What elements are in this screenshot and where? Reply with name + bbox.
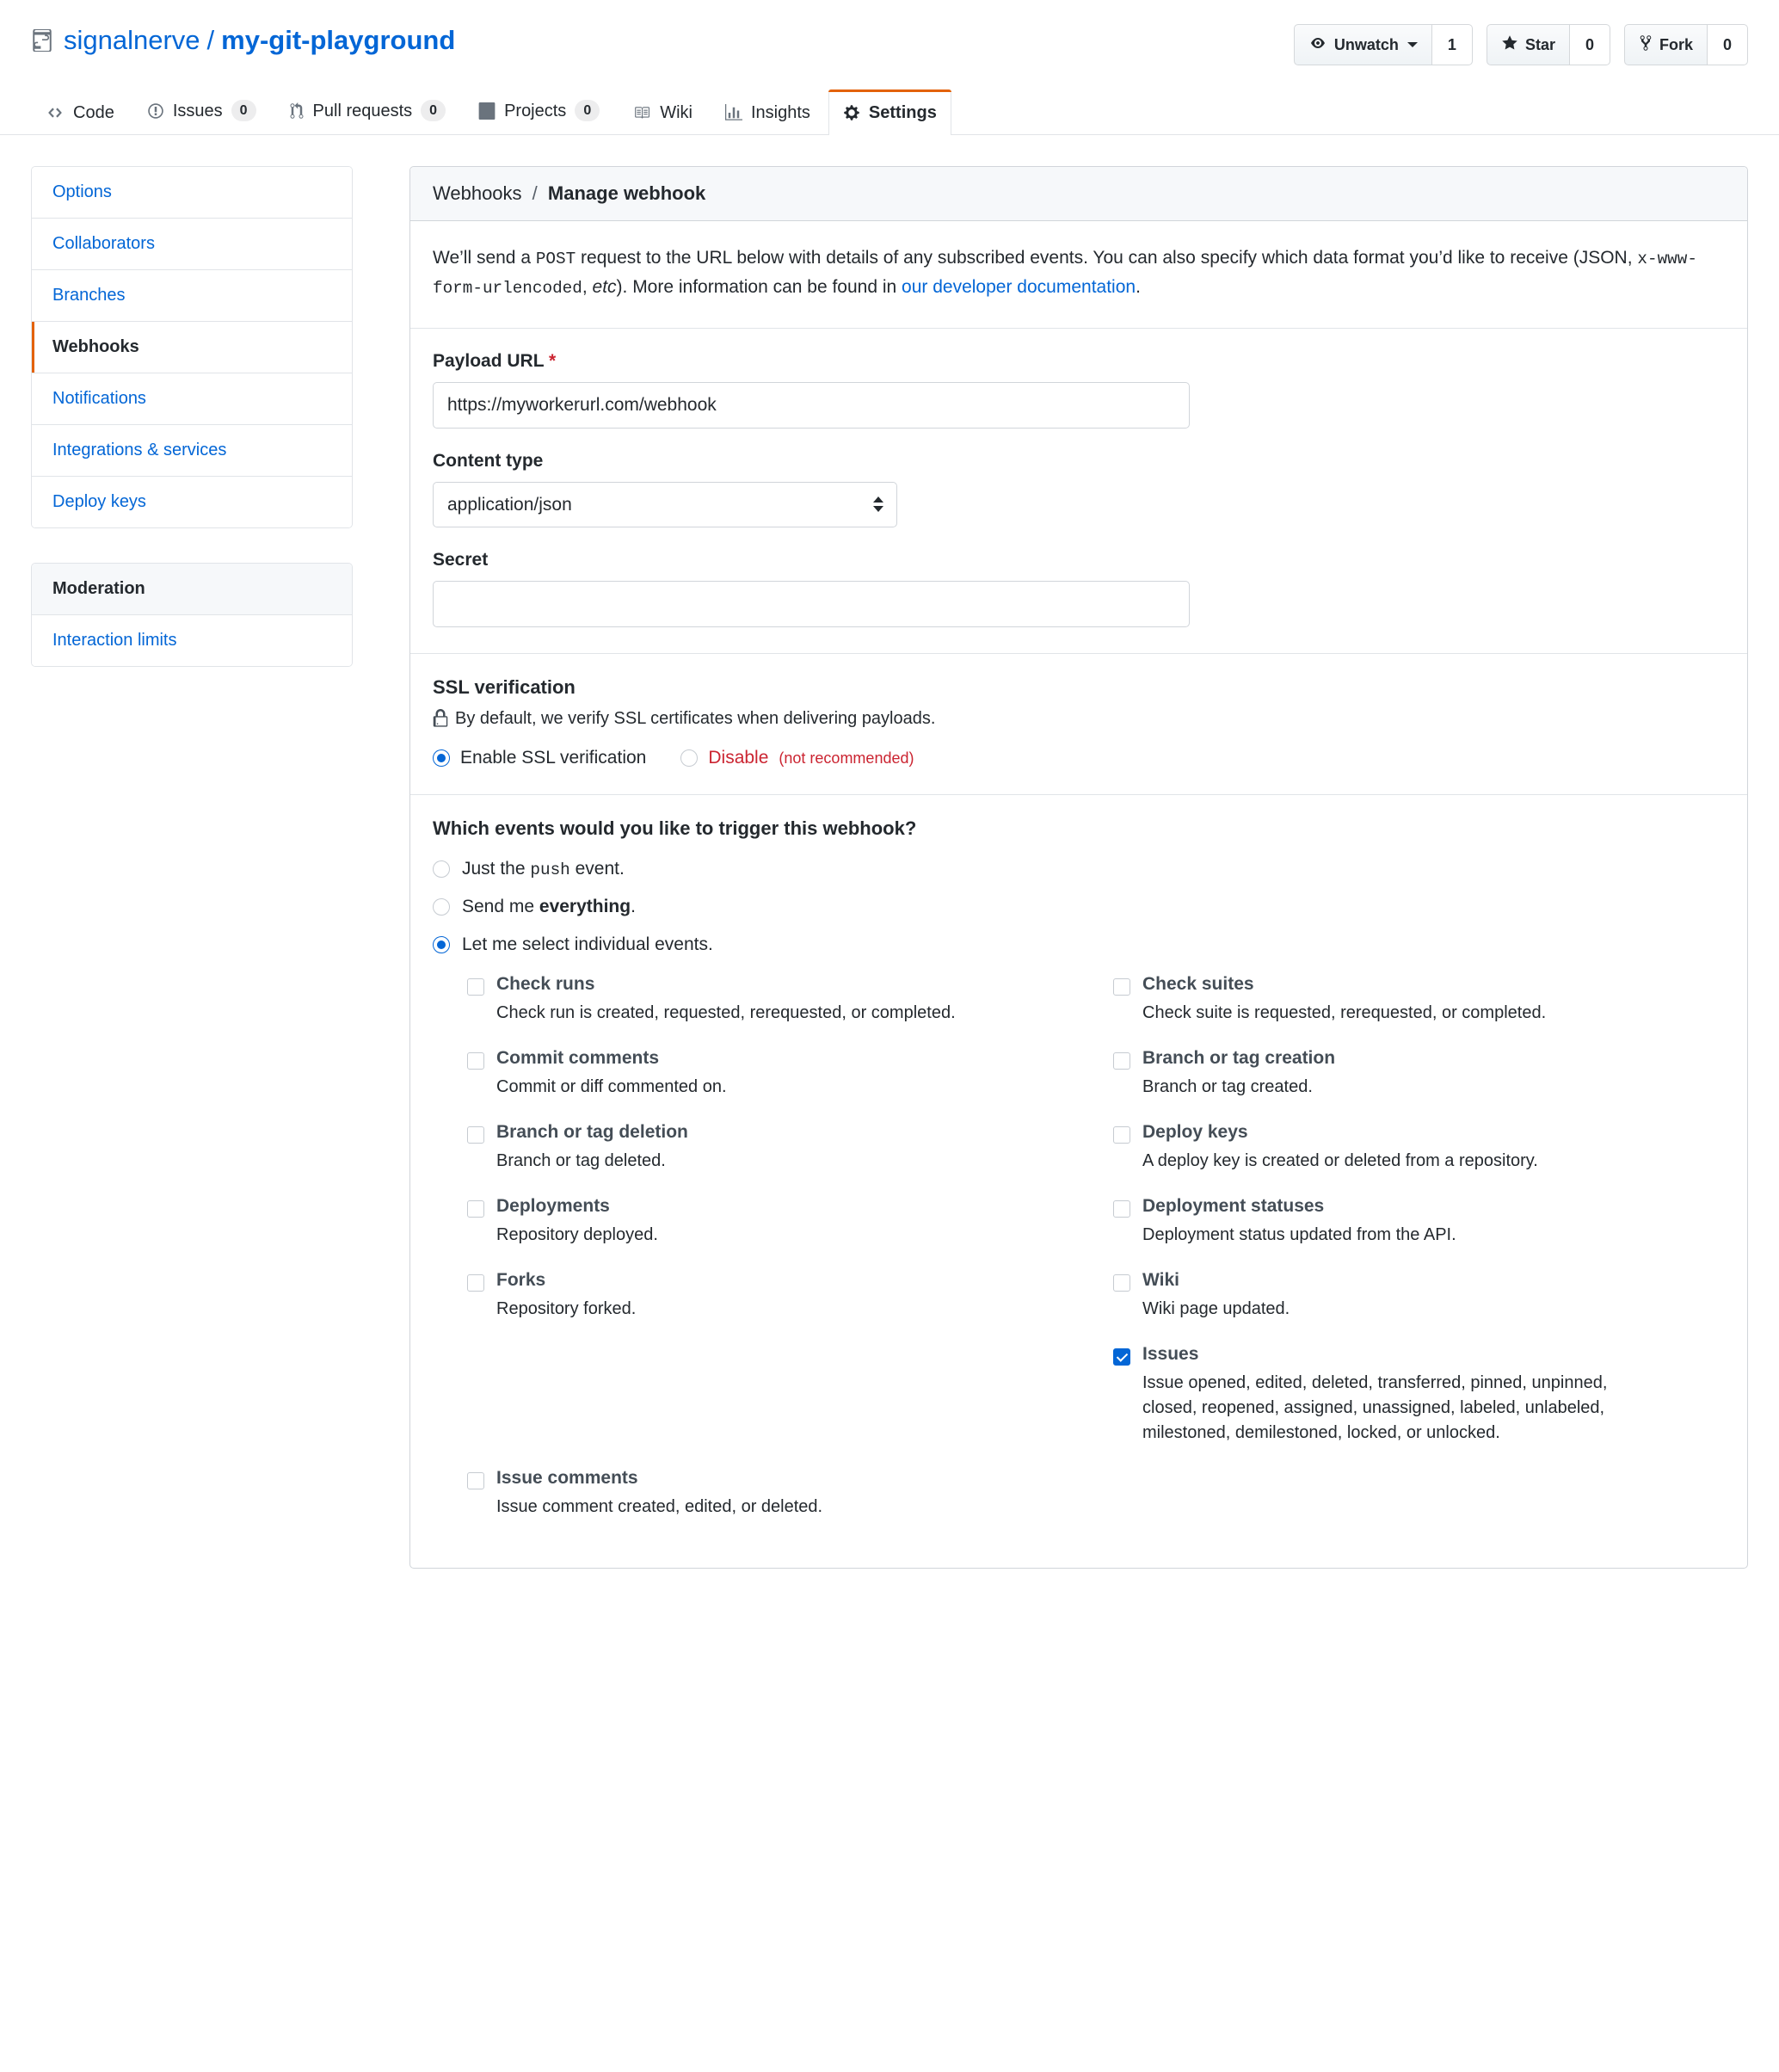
- tab-wiki[interactable]: [618, 89, 707, 135]
- event-issue-comments: [467, 1468, 1079, 1520]
- event-wiki-checkbox[interactable]: [1113, 1274, 1130, 1292]
- star-button[interactable]: [1487, 24, 1570, 65]
- ssl-verification-note-text: By default, we verify SSL certificates when delivering payloads.: [455, 708, 936, 728]
- event-choice-push-radio[interactable]: [433, 860, 450, 878]
- event-forks-head[interactable]: [467, 1270, 1079, 1292]
- issue-opened-icon: [147, 102, 164, 120]
- tab-projects-label: Projects: [504, 101, 567, 120]
- event-forks: [467, 1270, 1079, 1322]
- tab-insights-label: Insights: [750, 103, 810, 123]
- graph-icon: [725, 104, 742, 121]
- event-branch-or-tag-creation-checkbox[interactable]: [1113, 1052, 1130, 1070]
- payload-url-required-mark: *: [549, 350, 557, 371]
- event-wiki-name: Wiki: [1142, 1269, 1179, 1290]
- repo-nav-tabs: [0, 84, 1779, 135]
- event-branch-or-tag-deletion-checkbox[interactable]: [467, 1126, 484, 1144]
- sidebar-item-deploy-keys[interactable]: Deploy keys: [32, 477, 352, 527]
- tab-wiki-label: Wiki: [660, 103, 693, 123]
- star-button-group[interactable]: [1487, 24, 1610, 65]
- intro-part2: request to the URL below with details of any subscribed events. You can also specify which data format you’d like to receive (JSON,: [576, 248, 1638, 268]
- eye-icon: [1308, 36, 1327, 54]
- event-branch-or-tag-creation-name: Branch or tag creation: [1142, 1047, 1336, 1068]
- intro-part5: .: [1136, 277, 1141, 298]
- star-count: 0: [1570, 24, 1610, 65]
- intro-part3: ,: [582, 277, 593, 298]
- event-issues-desc: Issue opened, edited, deleted, transferred, pinned, unpinned, closed, reopened, assigned, unassigned, labeled, unlabeled, milestoned, demilestoned, locked, or unlocked.: [1142, 1372, 1608, 1442]
- repo-name-link[interactable]: my-git-playground: [221, 25, 456, 55]
- repo-icon: [31, 29, 53, 52]
- event-forks-name: Forks: [496, 1269, 546, 1290]
- event-check-runs-name: Check runs: [496, 973, 595, 994]
- watch-button-group[interactable]: [1294, 24, 1473, 65]
- ssl-verification-section: [410, 654, 1747, 795]
- repo-title: [31, 24, 455, 56]
- repo-header: [0, 0, 1779, 65]
- sidebar-item-integrations-services[interactable]: Integrations & services: [32, 425, 352, 477]
- star-icon: [1501, 34, 1518, 56]
- event-commit-comments-desc: Commit or diff commented on.: [496, 1076, 727, 1096]
- tab-code[interactable]: [31, 89, 129, 135]
- sidebar-item-branches[interactable]: Branches: [32, 270, 352, 322]
- event-choice-individual[interactable]: [433, 934, 1725, 955]
- tab-pull-requests[interactable]: [274, 85, 461, 135]
- event-branch-or-tag-creation-head[interactable]: [1113, 1048, 1725, 1070]
- intro-em-etc: etc: [592, 277, 617, 298]
- event-deployments-name: Deployments: [496, 1195, 610, 1216]
- breadcrumb-webhooks[interactable]: Webhooks: [433, 182, 522, 205]
- lock-icon: [433, 709, 448, 728]
- event-choice-individual-label: Let me select individual events.: [462, 934, 713, 954]
- event-deployment-statuses-head[interactable]: [1113, 1196, 1725, 1218]
- secret-label: Secret: [433, 549, 489, 570]
- secret-field: [433, 550, 1725, 627]
- event-forks-checkbox[interactable]: [467, 1274, 484, 1292]
- event-wiki-desc: Wiki page updated.: [1142, 1298, 1290, 1318]
- fork-label: Fork: [1659, 35, 1693, 53]
- event-deploy-keys-checkbox[interactable]: [1113, 1126, 1130, 1144]
- event-deployment-statuses-name: Deployment statuses: [1142, 1195, 1325, 1216]
- event-choice-individual-radio[interactable]: [433, 936, 450, 953]
- event-commit-comments-checkbox[interactable]: [467, 1052, 484, 1070]
- book-icon: [632, 105, 651, 120]
- event-deployment-statuses-checkbox[interactable]: [1113, 1200, 1130, 1218]
- event-commit-comments-head[interactable]: [467, 1048, 1079, 1070]
- event-check-suites-checkbox[interactable]: [1113, 978, 1130, 996]
- webhook-intro-section: [410, 221, 1747, 329]
- tab-projects-count: 0: [575, 100, 600, 121]
- event-issues-head[interactable]: [1113, 1344, 1725, 1366]
- tab-insights[interactable]: [711, 89, 825, 135]
- chevron-down-icon: [1407, 42, 1418, 47]
- event-deployments-desc: Repository deployed.: [496, 1224, 658, 1244]
- event-commit-comments-name: Commit comments: [496, 1047, 660, 1068]
- fork-button[interactable]: [1624, 24, 1708, 65]
- main-content: [409, 166, 1748, 1569]
- payload-url-field: [433, 351, 1725, 429]
- repo-title-separator: /: [206, 25, 215, 55]
- ssl-disable-radio[interactable]: [680, 749, 698, 767]
- event-issues-checkbox[interactable]: [1113, 1348, 1130, 1366]
- unwatch-button[interactable]: [1294, 24, 1432, 65]
- event-check-suites-name: Check suites: [1142, 973, 1254, 994]
- repo-forked-icon: [1639, 34, 1653, 56]
- repo-title-row: [31, 24, 1748, 65]
- project-icon: [478, 102, 496, 120]
- repo-actions: [1294, 24, 1748, 65]
- sidebar-item-webhooks[interactable]: Webhooks: [32, 322, 352, 373]
- event-deploy-keys: [1113, 1122, 1725, 1174]
- ssl-verification-note: [433, 709, 1725, 729]
- event-issues-name: Issues: [1142, 1343, 1199, 1364]
- event-deploy-keys-desc: A deploy key is created or deleted from a repository.: [1142, 1150, 1538, 1170]
- star-label: Star: [1524, 35, 1555, 53]
- event-forks-desc: Repository forked.: [496, 1298, 637, 1318]
- ssl-verification-title: SSL verification: [433, 675, 576, 698]
- payload-url-label-text: Payload URL: [433, 350, 545, 371]
- repo-owner-link[interactable]: signalnerve: [64, 25, 200, 55]
- event-check-runs-desc: Check run is created, requested, rerequested, or completed.: [496, 1002, 956, 1022]
- webhook-fields-section: [410, 329, 1747, 654]
- secret-input[interactable]: [433, 581, 1190, 627]
- events-question: Which events would you like to trigger this webhook?: [433, 817, 917, 839]
- ssl-enable-label: Enable SSL verification: [460, 747, 647, 768]
- event-deploy-keys-name: Deploy keys: [1142, 1121, 1248, 1142]
- git-pull-request-icon: [289, 102, 305, 120]
- gear-icon: [843, 104, 860, 121]
- event-branch-or-tag-deletion-head[interactable]: [467, 1122, 1079, 1144]
- unwatch-label: Unwatch: [1333, 35, 1399, 53]
- event-deploy-keys-head[interactable]: [1113, 1122, 1725, 1144]
- ssl-disable-note: (not recommended): [779, 749, 914, 767]
- ssl-disable-label: Disable: [708, 747, 769, 768]
- event-check-suites: [1113, 974, 1725, 1026]
- event-choice-everything[interactable]: [433, 897, 1725, 917]
- event-branch-or-tag-deletion: [467, 1122, 1079, 1174]
- code-icon: [46, 105, 65, 120]
- content-type-select[interactable]: [433, 482, 897, 527]
- ssl-radio-row: [433, 748, 1725, 768]
- tab-issues-label: Issues: [172, 101, 223, 120]
- tab-code-label: Code: [73, 103, 114, 123]
- intro-part4: ). More information can be found in: [616, 277, 902, 298]
- sidebar-item-collaborators[interactable]: Collaborators: [32, 219, 352, 270]
- event-issue-comments-checkbox[interactable]: [467, 1472, 484, 1489]
- tab-pull-requests-count: 0: [421, 100, 446, 121]
- individual-events-grid: [433, 974, 1725, 1542]
- tab-pull-requests-label: Pull requests: [312, 101, 413, 120]
- event-choice-everything-radio[interactable]: [433, 898, 450, 916]
- event-check-runs: [467, 974, 1079, 1026]
- content-type-select-wrap[interactable]: [433, 482, 897, 527]
- fork-button-group[interactable]: [1624, 24, 1748, 65]
- settings-menu: [31, 166, 353, 528]
- event-wiki-head[interactable]: [1113, 1270, 1725, 1292]
- content-type-label: Content type: [433, 450, 544, 471]
- event-deployment-statuses-desc: Deployment status updated from the API.: [1142, 1224, 1456, 1244]
- watch-count: 1: [1432, 24, 1473, 65]
- breadcrumb: [410, 167, 1747, 221]
- content-type-field: [433, 451, 1725, 527]
- event-branch-or-tag-deletion-name: Branch or tag deletion: [496, 1121, 688, 1142]
- ssl-enable-radio[interactable]: [433, 749, 450, 767]
- event-check-runs-head[interactable]: [467, 974, 1079, 996]
- event-check-suites-desc: Check suite is requested, rerequested, or completed.: [1142, 1002, 1547, 1022]
- sidebar-item-interaction-limits[interactable]: Interaction limits: [32, 615, 352, 666]
- webhook-intro-text: [433, 244, 1725, 302]
- sidebar-item-notifications[interactable]: Notifications: [32, 373, 352, 425]
- settings-sidebar: [31, 166, 409, 667]
- breadcrumb-current: Manage webhook: [547, 182, 706, 205]
- events-section: [410, 795, 1747, 1568]
- intro-part1: We’ll send a: [433, 248, 536, 268]
- moderation-menu: [31, 563, 353, 667]
- payload-url-input[interactable]: [433, 382, 1190, 429]
- event-branch-or-tag-creation-desc: Branch or tag created.: [1142, 1076, 1313, 1096]
- breadcrumb-separator: /: [532, 182, 538, 205]
- event-commit-comments: [467, 1048, 1079, 1100]
- manage-webhook-box: [409, 166, 1748, 1569]
- intro-code-post: POST: [535, 250, 576, 269]
- event-issue-comments-head[interactable]: [467, 1468, 1079, 1489]
- moderation-heading: Moderation: [32, 564, 352, 615]
- event-deployments-head[interactable]: [467, 1196, 1079, 1218]
- event-check-runs-checkbox[interactable]: [467, 978, 484, 996]
- intro-code-urlencoded: x-www-form-urlencoded: [433, 250, 1697, 299]
- page-body: [0, 135, 1779, 1569]
- tab-settings[interactable]: [828, 89, 951, 135]
- event-check-suites-head[interactable]: [1113, 974, 1725, 996]
- tab-projects[interactable]: [464, 85, 614, 135]
- tab-settings-label: Settings: [868, 103, 937, 123]
- event-choice-everything-label: Send me everything.: [462, 896, 636, 916]
- event-deployment-statuses: [1113, 1196, 1725, 1248]
- event-choice-push[interactable]: [433, 859, 1725, 879]
- event-issue-comments-desc: Issue comment created, edited, or deleted.: [496, 1496, 823, 1516]
- sidebar-item-options[interactable]: Options: [32, 167, 352, 219]
- event-issue-comments-name: Issue comments: [496, 1467, 638, 1488]
- fork-count: 0: [1708, 24, 1748, 65]
- payload-url-label: [433, 351, 1725, 372]
- tab-issues[interactable]: [132, 85, 271, 135]
- event-wiki: [1113, 1270, 1725, 1322]
- tab-issues-count: 0: [231, 100, 256, 121]
- ssl-enable-option[interactable]: [433, 748, 646, 768]
- event-branch-or-tag-deletion-desc: Branch or tag deleted.: [496, 1150, 666, 1170]
- event-choice-push-label: Just the push event.: [462, 858, 625, 879]
- event-deployments-checkbox[interactable]: [467, 1200, 484, 1218]
- developer-documentation-link[interactable]: our developer documentation: [902, 277, 1136, 298]
- event-issues: [1113, 1344, 1725, 1446]
- event-deployments: [467, 1196, 1079, 1248]
- ssl-disable-option[interactable]: [680, 748, 914, 768]
- event-branch-or-tag-creation: [1113, 1048, 1725, 1100]
